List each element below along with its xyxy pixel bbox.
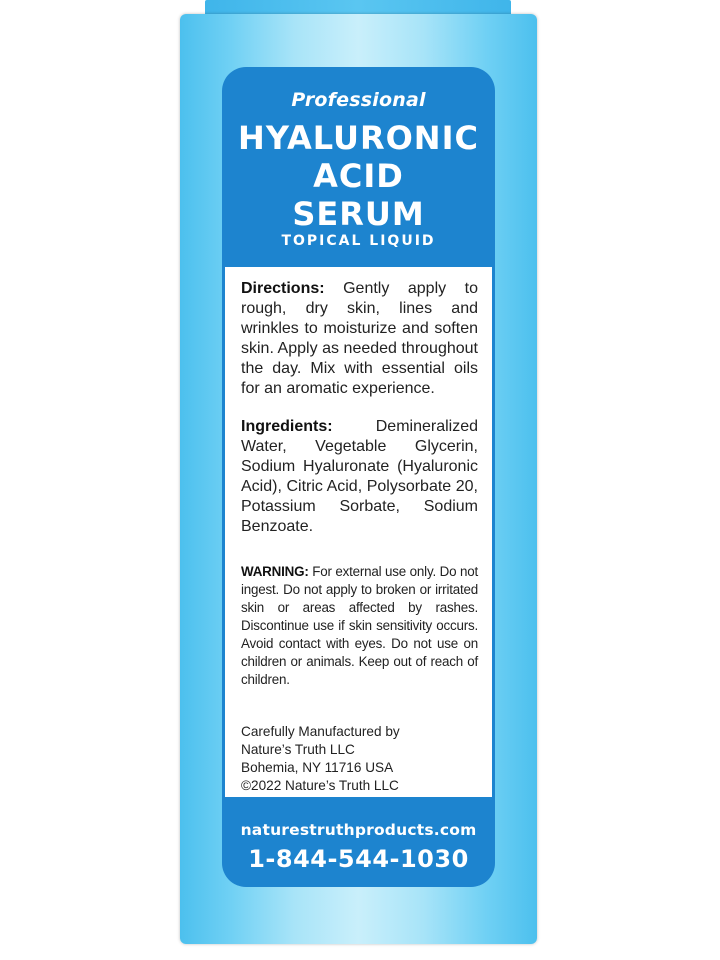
directions-section bbox=[241, 279, 478, 399]
ingredients-text: Demineralized Water, Vegetable Glycerin, Sodium Hyaluronate (Hyaluronic Acid), Citric Acid, Polysorbate 20, Potassium Sorbate, Sodium Benzoate. bbox=[241, 418, 478, 535]
title-line: HYALURONIC bbox=[238, 119, 479, 157]
warning-label: WARNING: bbox=[241, 564, 309, 579]
directions-text: Gently apply to rough, dry skin, lines and wrinkles to moisturize and soften skin. Apply as needed throughout the day. Mix with essential oils for an aromatic experience. bbox=[241, 280, 478, 397]
label-footer bbox=[222, 797, 495, 887]
product-subtitle: TOPICAL LIQUID bbox=[281, 233, 436, 249]
ingredients-section bbox=[241, 417, 478, 537]
manufacturer-line: Bohemia, NY 11716 USA bbox=[241, 760, 394, 775]
label-header bbox=[222, 67, 495, 267]
ingredients-label: Ingredients: bbox=[241, 418, 333, 435]
directions-label: Directions: bbox=[241, 280, 325, 297]
website-text: naturestruthproducts.com bbox=[240, 821, 477, 839]
manufacturer-line: ©2022 Nature’s Truth LLC bbox=[241, 778, 399, 793]
phone-number: 1-844-544-1030 bbox=[248, 845, 469, 873]
tagline: Professional bbox=[291, 89, 426, 111]
label-panel bbox=[222, 67, 495, 887]
manufacturer-line: Nature’s Truth LLC bbox=[241, 742, 355, 757]
warning-text: For external use only. Do not ingest. Do not apply to broken or irritated skin or areas affected by rashes. Discontinue use if skin sensitivity occurs. Avoid contact with eyes. Do not use on children or animals. Keep out of reach of children. bbox=[241, 564, 478, 687]
warning-section bbox=[241, 563, 478, 689]
product-title bbox=[222, 119, 495, 233]
title-line: ACID bbox=[313, 157, 404, 195]
title-line: SERUM bbox=[292, 195, 425, 233]
manufacturer-line: Carefully Manufactured by bbox=[241, 724, 400, 739]
manufacturer-info bbox=[241, 723, 478, 795]
label-body bbox=[225, 267, 492, 797]
